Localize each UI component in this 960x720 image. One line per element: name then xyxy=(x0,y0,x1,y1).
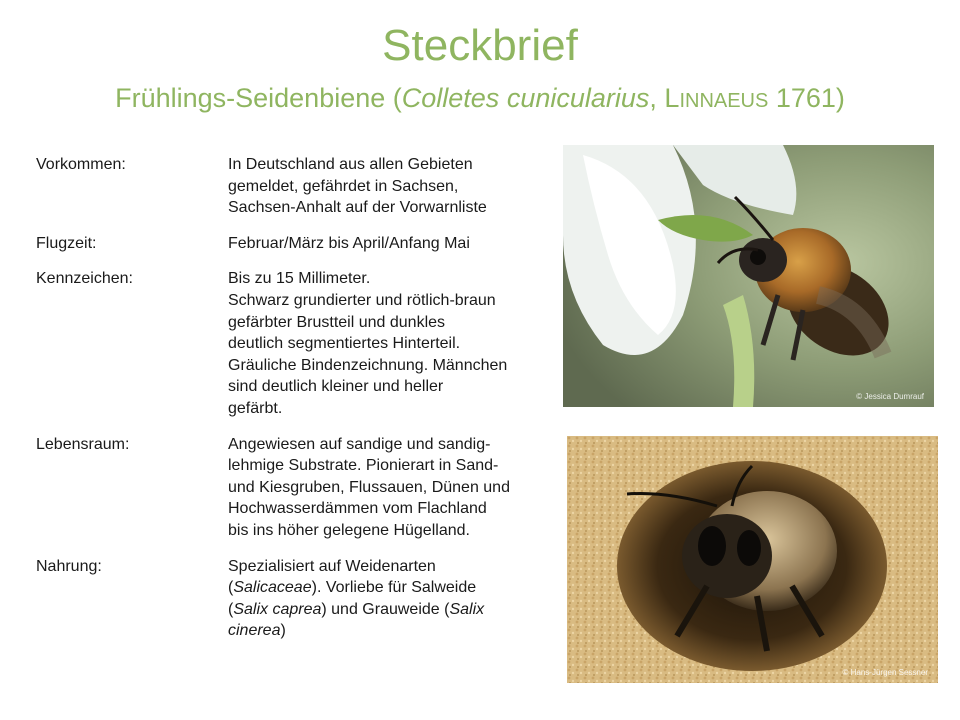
fact-value: In Deutschland aus allen Gebieten gemeldet, gefährdet in Sachsen, Sachsen-Anhalt auf der Vorwarnliste xyxy=(228,156,487,217)
bee-on-flower-photo xyxy=(563,145,934,407)
scientific-name: Colletes cunicularius xyxy=(401,83,650,113)
fact-label: Nahrung: xyxy=(36,557,102,575)
slide-title: Steckbrief xyxy=(382,21,578,70)
fact-label: Flugzeit: xyxy=(36,234,97,252)
fact-value: Angewiesen auf sandige und sandig- lehmige Substrate. Pionierart in Sand- und Kiesgruben, Flussauen, Dünen und Hochwasserdämmen vom Flachland bis ins höher gelegene Hügelland. xyxy=(228,435,510,539)
fact-row-vorkommen xyxy=(36,154,556,219)
fact-label: Kennzeichen: xyxy=(36,270,133,288)
fact-row-lebensraum xyxy=(36,434,556,542)
fact-value: Bis zu 15 Millimeter. Schwarz grundierter und rötlich-braun gefärbter Brustteil und dunkles deutlich segmentiertes Hinterteil. Gräuliche Bindenzeichnung. Männchen sind deutlich kleiner und heller gefärbt. xyxy=(228,270,508,417)
fact-row-nahrung xyxy=(36,556,556,642)
fact-value: Spezialisiert auf Weidenarten (Salicaceae). Vorliebe für Salweide (Salix caprea) und Grauweide (Salix cinerea) xyxy=(228,557,485,640)
fact-label: Lebensraum: xyxy=(36,435,130,453)
bee-in-burrow-photo xyxy=(567,436,938,683)
slide-subtitle xyxy=(0,80,960,119)
author-year: 1761) xyxy=(768,83,845,113)
photo-credit: © Jessica Dumrauf xyxy=(856,392,924,401)
subtitle-comma: , xyxy=(649,83,665,113)
facts-table xyxy=(36,154,556,656)
fact-row-flugzeit xyxy=(36,233,556,255)
fact-label: Vorkommen: xyxy=(36,156,126,173)
photo-credit: © Hans-Jürgen Sessner xyxy=(842,668,928,677)
fact-value: Februar/März bis April/Anfang Mai xyxy=(228,234,470,252)
author-name: LINNAEUS xyxy=(664,83,769,113)
fact-row-kennzeichen xyxy=(36,268,556,419)
common-name: Frühlings-Seidenbiene ( xyxy=(115,83,402,113)
